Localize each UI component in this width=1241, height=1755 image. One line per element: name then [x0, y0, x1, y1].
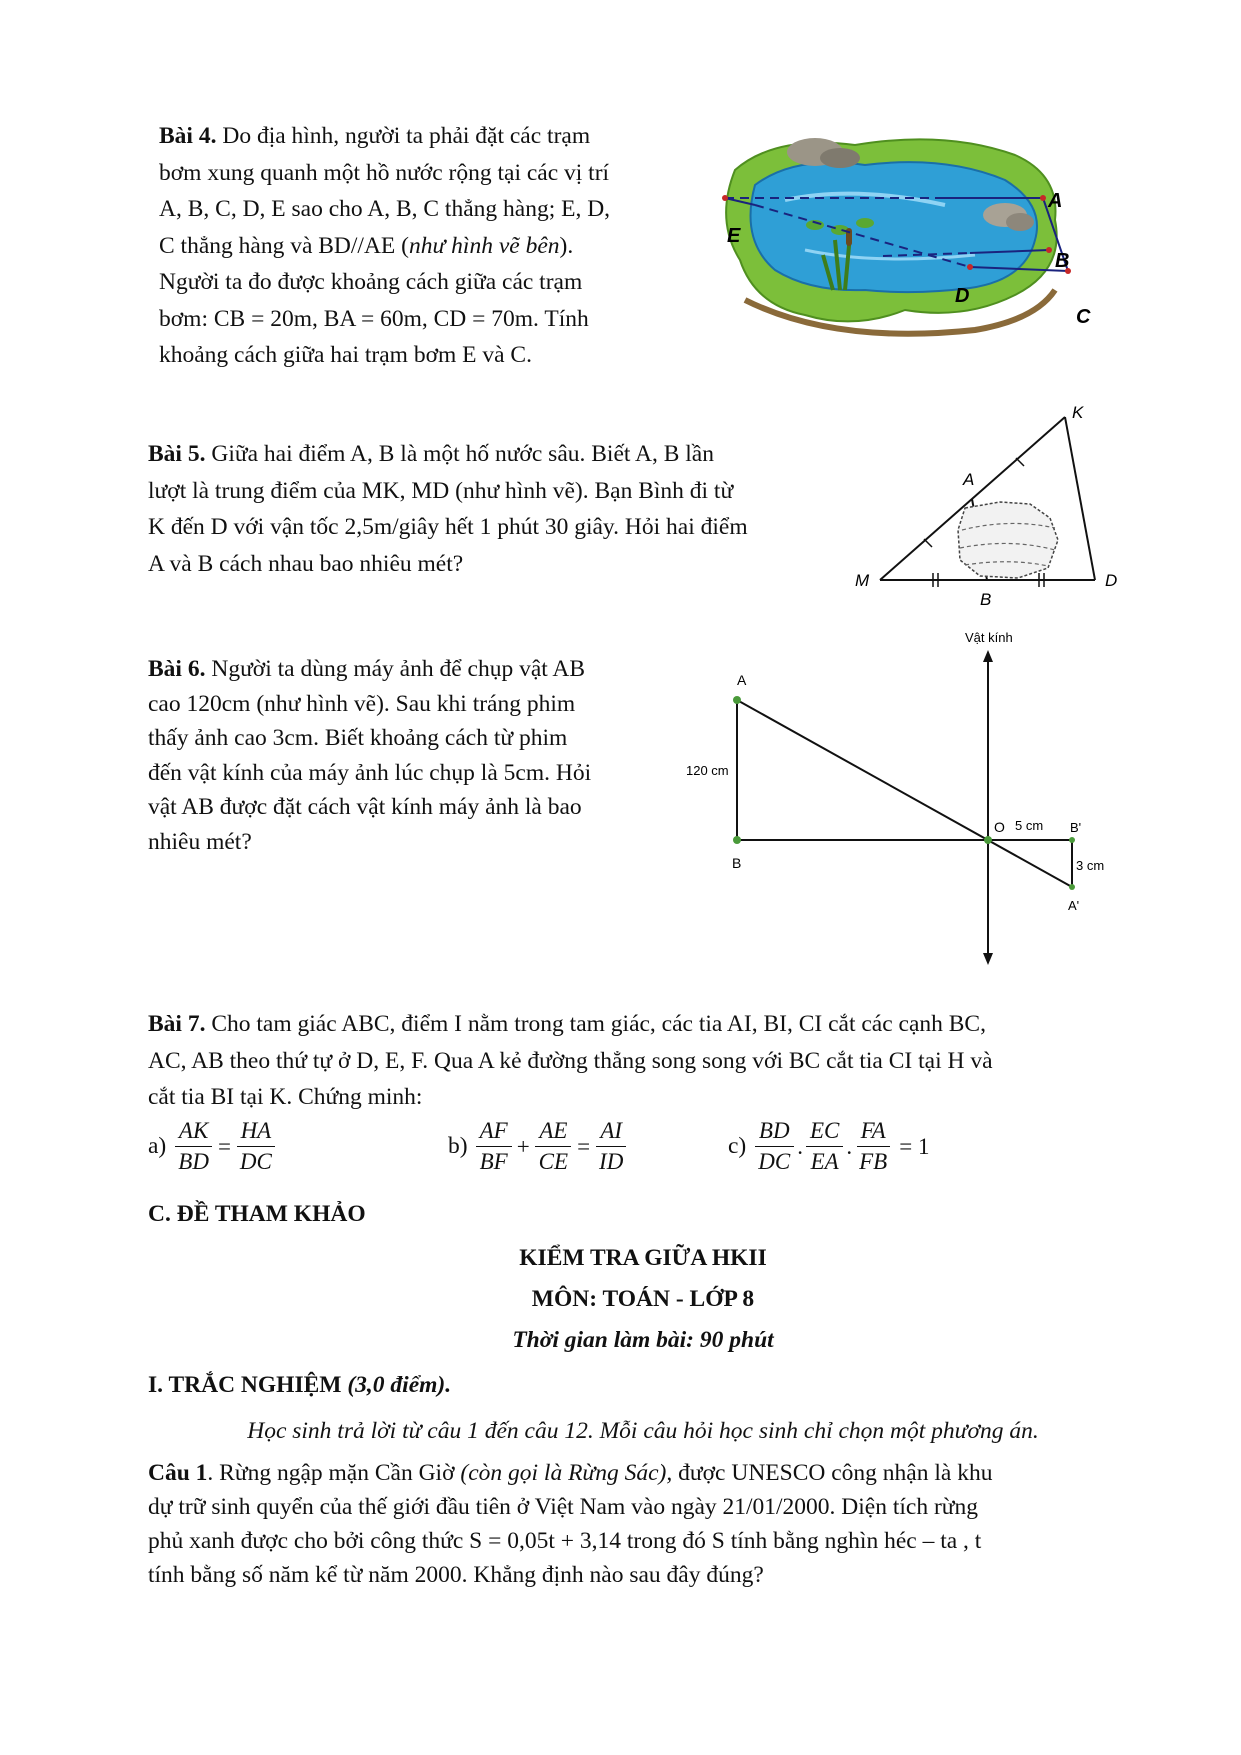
bai6-label-5cm: 5 cm [1015, 818, 1044, 833]
bai5-label-K: K [1072, 403, 1084, 422]
bai7-part-b: b) $\frac{AF}{BF}$ + $\frac{AE}{CE}$ = $\frac{AI}{ID}$ [448, 1118, 629, 1175]
bai5-text: Bài 5. Giữa hai điểm A, B là một hố nước sâu. Biết A, B lần lượt là trung điểm của MK, MD (như hình vẽ). Bạn Bình đi từ K đến D với vận tốc 2,5m/giây hết 1 phút 30 giây. Hỏi hai điểm A và B cách nhau bao nhiêu mét? [148, 441, 748, 577]
bai5-label-M: M [855, 571, 870, 590]
bai6-label-B: B [732, 855, 742, 871]
instruction: Học sinh trả lời từ câu 1 đến câu 12. Mỗi câu hỏi học sinh chỉ chọn một phương án. [247, 1418, 1039, 1444]
bai5-label-A: A [963, 470, 975, 489]
fraction: $\frac{AI}{ID}$ [595, 1118, 627, 1175]
bai6-label: Bài 6. [148, 656, 206, 682]
bai5-label-D: D [1105, 571, 1118, 590]
fraction: $\frac{AK}{BD}$ [174, 1118, 213, 1175]
bai7-part-a: a) $\frac{AK}{BD}$ = $\frac{HA}{DC}$ [148, 1118, 278, 1175]
bai4-label-E: E [727, 225, 741, 247]
bai6-label-120cm: 120 cm [686, 763, 729, 778]
bai5-label: Bài 5. [148, 441, 206, 467]
bai4-label-A: A [1048, 190, 1063, 212]
bai6-label-Bp: B' [1070, 820, 1082, 835]
bai4-text: Bài 4. Do địa hình, người ta phải đặt các trạm bơm xung quanh một hồ nước rộng tại các vị trí A, B, C, D, E sao cho A, B, C thẳng hàng; E, D, C thẳng hàng và BD//AE (như hình vẽ bên). Người ta đo được khoảng cách giữa các trạm bơm: CB = 20m, BA = 60m, CD = 70m. Tính khoảng cách giữa hai trạm bơm E và C. [159, 123, 611, 368]
bai6-label-3cm: 3 cm [1076, 858, 1105, 873]
cau1-label: Câu 1 [148, 1460, 208, 1486]
bai4-label-C: C [1076, 306, 1091, 328]
section-c-heading: C. ĐỀ THAM KHẢO [148, 1201, 366, 1227]
fraction: $\frac{FA}{FB}$ [855, 1118, 891, 1175]
fraction: $\frac{EC}{EA}$ [806, 1118, 843, 1175]
lake-water [751, 162, 1038, 292]
bai7-label: Bài 7. [148, 1011, 206, 1037]
bai5-triangle-figure [850, 400, 1130, 610]
bai6-camera-figure [680, 620, 1110, 975]
bai4-label-B: B [1055, 250, 1070, 272]
bai7-text: Bài 7. Cho tam giác ABC, điểm I nằm trong tam giác, các tia AI, BI, CI cắt các cạnh BC, AC, AB theo thứ tự ở D, E, F. Qua A kẻ đường thẳng song song với BC cắt tia CI tại H và cắt tia BI tại K. Chứng minh: [148, 1011, 993, 1110]
bai7-part-c: c) $\frac{BD}{DC}$ . $\frac{EC}{EA}$ . $\frac{FA}{FB}$ = 1 [728, 1118, 930, 1174]
fraction: $\frac{AF}{BF}$ [476, 1118, 512, 1175]
cau1-text: Câu 1. Rừng ngập mặn Cần Giờ (còn gọi là Rừng Sác), được UNESCO công nhận là khu dự trữ sinh quyển của thế giới đầu tiên ở Việt Nam vào ngày 21/01/2000. Diện tích rừng phủ xanh được cho bởi công thức S = 0,05t + 3,14 trong đó S tính bằng nghìn héc – ta , t tính bằng số năm kể từ năm 2000. Khẳng định nào sau đây đúng? [148, 1460, 993, 1588]
bai5-label-B: B [980, 590, 992, 609]
exam-title: KIỂM TRA GIỮA HKII [519, 1245, 767, 1271]
bai6-lens-label: Vật kính [965, 630, 1013, 645]
part1-heading: I. TRẮC NGHIỆM (3,0 điểm). [148, 1372, 452, 1398]
bai4-lake-figure [715, 130, 1125, 345]
bai6-label-Ap: A' [1068, 898, 1080, 913]
pond-shape [958, 502, 1058, 578]
bai6-text: Bài 6. Người ta dùng máy ảnh để chụp vật AB cao 120cm (như hình vẽ). Sau khi tráng phim thấy ảnh cao 3cm. Biết khoảng cách từ phim đến vật kính của máy ảnh lúc chụp là 5cm. Hỏi vật AB được đặt cách vật kính máy ảnh là bao nhiêu mét? [148, 656, 592, 855]
bai6-label-A: A [737, 672, 747, 688]
bai6-label-O: O [994, 819, 1005, 835]
fraction: $\frac{BD}{DC}$ [754, 1118, 794, 1175]
bai4-label: Bài 4. [159, 123, 217, 149]
fraction: $\frac{AE}{CE}$ [535, 1118, 572, 1175]
exam-subject: MÔN: TOÁN - LỚP 8 [531, 1286, 755, 1312]
fraction: $\frac{HA}{DC}$ [236, 1118, 276, 1175]
exam-time: Thời gian làm bài: 90 phút [512, 1327, 774, 1353]
bai4-label-D: D [955, 285, 970, 307]
